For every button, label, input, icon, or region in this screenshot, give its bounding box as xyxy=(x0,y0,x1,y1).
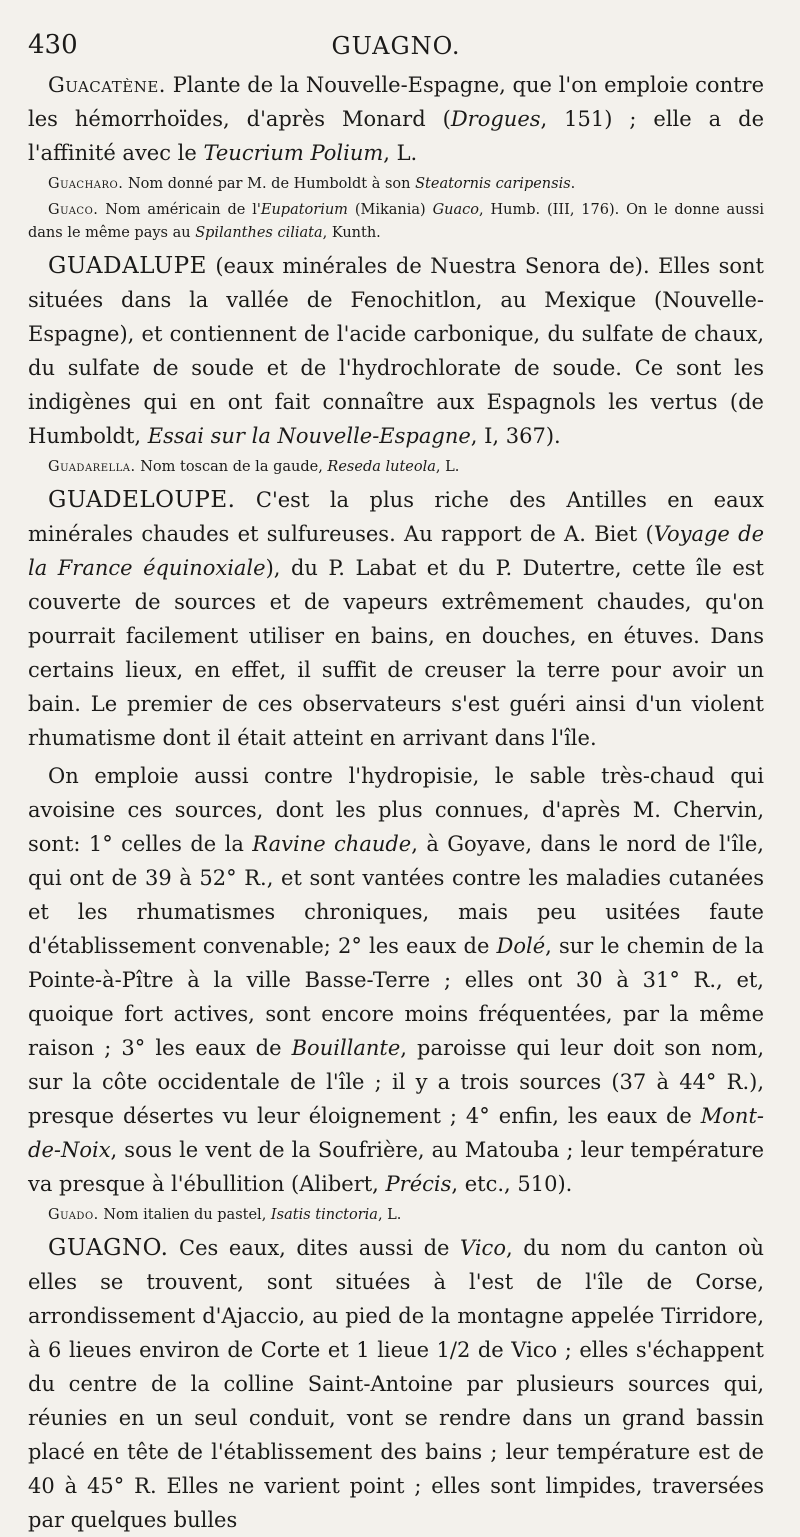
note-text: Nom toscan de la gaude, xyxy=(135,459,328,475)
entry-italic: Teucrium Polium xyxy=(203,141,384,165)
entry-italic: Précis xyxy=(385,1172,452,1196)
note-italic: Isatis tinctoria xyxy=(270,1207,378,1223)
entry-text: , 151) ; elle a de l'affinité avec le xyxy=(28,107,765,165)
entry-text: , L. xyxy=(383,141,418,165)
note-guadarella xyxy=(28,456,764,479)
note-text: . xyxy=(570,176,576,192)
note-italic: Guaco xyxy=(432,202,479,218)
entry-guadeloupe-continued xyxy=(28,759,764,1201)
entry-text: Plante de la Nouvelle-Espagne, que l'on emploie contre les hémorrhoïdes, d'après Monard ( xyxy=(28,73,764,131)
note-text: Nom italien du pastel, xyxy=(98,1207,271,1223)
entry-text: , sous le vent de la Soufrière, au Matouba ; leur température va presque à l'ébullition (Alibert, xyxy=(28,1138,764,1196)
page-number: 430 xyxy=(28,30,78,60)
entry-guadeloupe xyxy=(28,483,764,755)
note-text: , Kunth. xyxy=(322,225,381,241)
note-text: , L. xyxy=(377,1207,402,1223)
entry-text: C'est la plus riche des Antilles en eaux minérales chaudes et sulfureuses. Au rapport de A. Biet ( xyxy=(28,488,764,546)
entry-italic: Dolé xyxy=(496,934,546,958)
entry-text: , paroisse qui leur doit son nom, sur la côte occidentale de l'île ; il y a trois sources (37 à 44° R.), presque désertes vu leur éloignement ; 4° enfin, les eaux de xyxy=(28,1036,764,1128)
entry-text: (eaux minérales de Nuestra Senora de). Elles sont situées dans la vallée de Fenochitlon, au Mexique (Nouvelle-Espagne), et contiennent de l'acide carbonique, du sulfate de chaux, du sulfate de soude et de l'hydrochlorate de soude. Ce sont les indigènes qui en ont fait connaître aux Espagnols les vertus (de Humboldt, xyxy=(28,254,764,448)
entry-italic: Vico xyxy=(460,1236,506,1260)
note-italic: Spilanthes ciliata xyxy=(195,225,323,241)
entry-italic: Bouillante xyxy=(291,1036,401,1060)
entry-guacatene xyxy=(28,68,764,170)
entry-headword: Guacatène. xyxy=(48,73,166,97)
entry-text: Ces eaux, dites aussi de xyxy=(168,1236,461,1260)
entry-guadalupe xyxy=(28,249,764,453)
entry-headword: GUAGNO. xyxy=(48,1235,169,1261)
entry-italic: Voyage de la France équinoxiale xyxy=(28,522,765,580)
note-text: , Humb. (III, 176). On le donne aussi dans le même pays au xyxy=(28,202,764,241)
note-italic: Steatornis caripensis xyxy=(415,176,571,192)
entry-text: , etc., 510). xyxy=(451,1172,573,1196)
entry-text: , du nom du canton où elles se trouvent, sont situées à l'est de l'île de Corse, arrondissement d'Ajaccio, au pied de la montagne appelée Tirridore, à 6 lieues environ de Corte et 1 lieue 1/2 de Vico ; elles s'échappent du centre de la colline Saint-Antoine par plusieurs sources qui, réunies en un seul conduit, vont se rendre dans un grand bassin placé en tête de l'établissement des bains ; leur température est de 40 à 45° R. Elles ne varient point ; elles sont limpides, traversées par quelques bulles xyxy=(28,1236,764,1532)
entry-text: , sur le chemin de la Pointe-à-Pître à la ville Basse-Terre ; elles ont 30 à 31° R., et, quoique fort actives, sont encore moins fréquentées, par la même raison ; 3° les eaux de xyxy=(28,934,765,1060)
note-text: Nom américain de l' xyxy=(98,202,261,218)
running-title: GUAGNO. xyxy=(331,32,461,60)
entry-italic: Essai sur la Nouvelle-Espagne xyxy=(147,424,471,448)
entry-text: On emploie aussi contre l'hydropisie, le sable très-chaud qui avoisine ces sources, dont les plus connues, d'après M. Chervin, sont: 1° celles de la xyxy=(28,764,764,856)
note-guado xyxy=(28,1204,764,1227)
note-italic: Reseda luteola xyxy=(327,459,436,475)
entry-italic: Drogues xyxy=(450,107,541,131)
note-text: Nom donné par M. de Humboldt à son xyxy=(123,176,416,192)
note-guaco xyxy=(28,199,764,245)
entry-text: , à Goyave, dans le nord de l'île, qui ont de 39 à 52° R., et sont vantées contre les maladies cutanées et les rhumatismes chroniques, mais peu usitées faute d'établissement convenable; 2° les eaux de xyxy=(28,832,764,958)
note-headword: Guadarella. xyxy=(48,459,136,475)
note-headword: Guacharo. xyxy=(48,176,124,192)
entry-text: ), du P. Labat et du P. Dutertre, cette île est couverte de sources et de vapeurs extrêmement chaudes, qu'on pourrait facilement utiliser en bains, en douches, en étuves. Dans certains lieux, en effet, il suffit de creuser la terre pour avoir un bain. Le premier de ces observateurs s'est guéri ainsi d'un violent rhumatisme dont il était atteint en arrivant dans l'île. xyxy=(28,556,764,750)
entry-italic: Mont-de-Noix xyxy=(28,1104,764,1162)
entry-headword: GUADELOUPE. xyxy=(48,487,236,513)
note-headword: Guaco. xyxy=(48,202,99,218)
note-text: (Mikania) xyxy=(347,202,433,218)
running-head xyxy=(28,24,764,64)
note-italic: Eupatorium xyxy=(260,202,348,218)
note-text: , L. xyxy=(435,459,460,475)
entry-italic: Ravine chaude xyxy=(252,832,412,856)
entry-text: , I, 367). xyxy=(470,424,561,448)
entry-headword: GUADALUPE xyxy=(48,253,207,279)
entry-guagno xyxy=(28,1231,764,1537)
note-headword: Guado. xyxy=(48,1207,99,1223)
note-guacharo xyxy=(28,173,764,196)
